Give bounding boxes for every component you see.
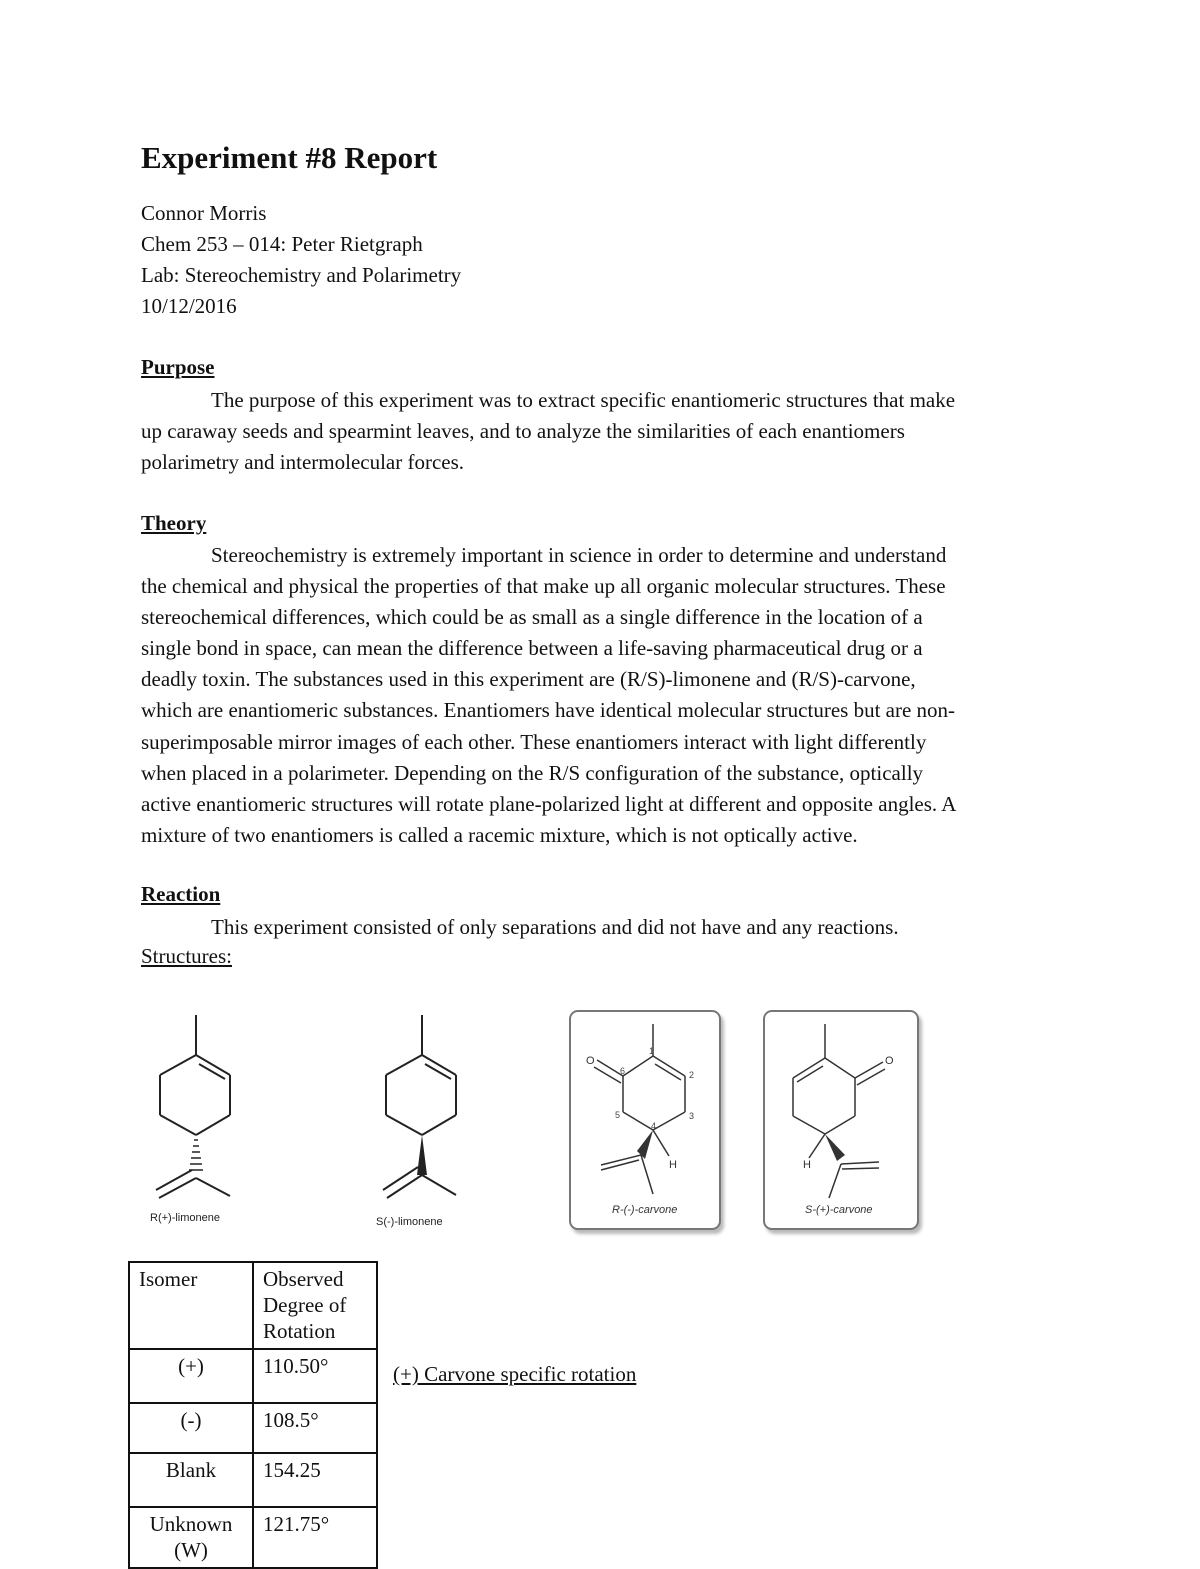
oxygen-atom: O bbox=[586, 1055, 595, 1067]
lab-line: Lab: Stereochemistry and Polarimetry bbox=[141, 263, 462, 287]
table-header-cell: Isomer bbox=[129, 1262, 253, 1349]
reaction-line: This experiment consisted of only separations and did not have and any reactions. bbox=[211, 915, 899, 939]
theory-line: superimposable mirror images of each other. These enantiomers interact with light differently bbox=[141, 729, 927, 754]
r-carvone-atom-labels bbox=[571, 1012, 719, 1228]
carbon-number: 3 bbox=[689, 1111, 695, 1121]
isomer-cell: Unknown (W) bbox=[129, 1507, 253, 1568]
isomer-cell: (-) bbox=[129, 1403, 253, 1453]
author-name: Connor Morris bbox=[141, 201, 267, 225]
isomer-cell: (+) bbox=[129, 1349, 253, 1403]
purpose-line: up caraway seeds and spearmint leaves, and to analyze the similarities of each enantiomers bbox=[141, 419, 905, 444]
course-line: Chem 253 – 014: Peter Rietgraph bbox=[141, 232, 423, 256]
r-limonene-label: R(+)-limonene bbox=[150, 1212, 220, 1224]
purpose-line: polarimetry and intermolecular forces. bbox=[141, 450, 465, 475]
theory-heading: Theory bbox=[141, 511, 207, 535]
theory-paragraph bbox=[141, 540, 1061, 851]
rotation-table bbox=[128, 1261, 378, 1569]
table-header-row bbox=[129, 1262, 377, 1349]
s-carvone-atom-labels bbox=[765, 1012, 917, 1228]
reaction-heading: Reaction bbox=[141, 882, 221, 906]
theory-line: when placed in a polarimeter. Depending on the R/S configuration of the substance, optically bbox=[141, 760, 924, 785]
theory-line: the chemical and physical the properties of that make up all organic molecular structures. These bbox=[141, 574, 946, 599]
isomer-cell: Blank bbox=[129, 1453, 253, 1507]
rotation-cell: 154.25 bbox=[253, 1453, 377, 1507]
oxygen-atom: O bbox=[885, 1055, 894, 1067]
table-row bbox=[129, 1507, 377, 1568]
r-limonene-structure bbox=[140, 1010, 250, 1224]
s-carvone-structure bbox=[763, 1010, 919, 1230]
purpose-line: The purpose of this experiment was to extract specific enantiomeric structures that make bbox=[211, 388, 956, 412]
r-carvone-structure bbox=[569, 1010, 721, 1230]
rotation-cell: 110.50° bbox=[253, 1349, 377, 1403]
reaction-paragraph bbox=[141, 912, 1061, 943]
table-row bbox=[129, 1453, 377, 1507]
document-title: Experiment #8 Report bbox=[141, 140, 438, 175]
s-limonene-label: S(-)-limonene bbox=[376, 1216, 443, 1228]
s-limonene-structure bbox=[366, 1010, 476, 1228]
table-row bbox=[129, 1403, 377, 1453]
carbon-number: 2 bbox=[689, 1070, 695, 1080]
theory-line: active enantiomeric structures will rotate plane-polarized light at different and opposite angles. A bbox=[141, 791, 957, 816]
carbon-number: 4 bbox=[651, 1121, 657, 1131]
r-limonene-diagram bbox=[140, 1010, 250, 1205]
s-carvone-label: S-(+)-carvone bbox=[805, 1204, 873, 1216]
rotation-cell: 121.75° bbox=[253, 1507, 377, 1568]
carbon-number: 5 bbox=[615, 1110, 621, 1120]
rotation-cell: 108.5° bbox=[253, 1403, 377, 1453]
purpose-paragraph bbox=[141, 385, 1061, 478]
carbon-number: 6 bbox=[620, 1066, 626, 1076]
theory-line: single bond in space, can mean the difference between a life-saving pharmaceutical drug or a bbox=[141, 636, 923, 661]
date-line: 10/12/2016 bbox=[141, 294, 237, 318]
carbon-number: 1 bbox=[649, 1046, 655, 1056]
theory-line: deadly toxin. The substances used in this experiment are (R/S)-limonene and (R/S)-carvone, bbox=[141, 667, 916, 692]
s-limonene-diagram bbox=[366, 1010, 476, 1205]
hydrogen-atom: H bbox=[803, 1159, 811, 1171]
theory-line: stereochemical differences, which could be as small as a single difference in the location of a bbox=[141, 605, 923, 630]
table-row bbox=[129, 1349, 377, 1403]
carvone-rotation-note: (+) Carvone specific rotation bbox=[393, 1362, 637, 1386]
structures-label: Structures: bbox=[141, 944, 232, 968]
hydrogen-atom: H bbox=[669, 1159, 677, 1171]
purpose-heading: Purpose bbox=[141, 355, 215, 379]
theory-line: Stereochemistry is extremely important in science in order to determine and understand bbox=[211, 543, 947, 567]
report-meta bbox=[141, 198, 461, 322]
theory-line: which are enantiomeric substances. Enantiomers have identical molecular structures but are non- bbox=[141, 698, 956, 723]
table-header-cell: Observed Degree of Rotation bbox=[253, 1262, 377, 1349]
theory-line: mixture of two enantiomers is called a racemic mixture, which is not optically active. bbox=[141, 822, 858, 847]
r-carvone-label: R-(-)-carvone bbox=[612, 1204, 678, 1216]
